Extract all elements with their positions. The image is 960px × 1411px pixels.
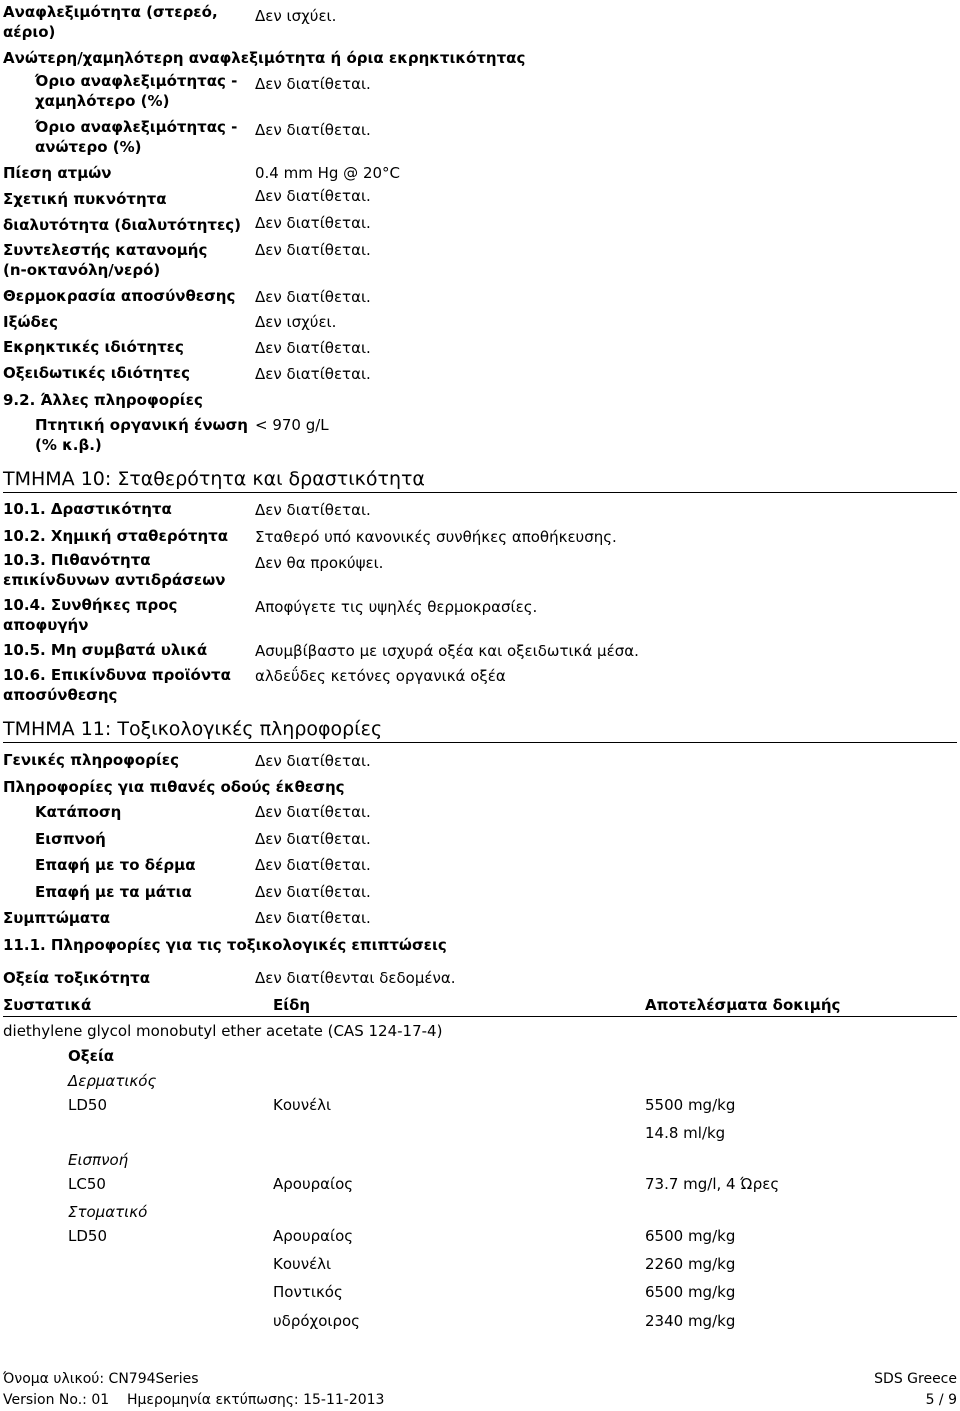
oral-species: υδρόχοιρος <box>273 1312 360 1330</box>
inhalation-route: Εισπνοή <box>68 1151 129 1169</box>
eye-contact-label: Επαφή με τα μάτια <box>35 883 192 901</box>
oral-result: 2340 mg/kg <box>645 1312 736 1330</box>
section-11-rule <box>3 742 957 743</box>
footer-sds-region: SDS Greece <box>874 1371 957 1387</box>
oral-route: Στοματικό <box>68 1203 148 1221</box>
reactivity-label: 10.1. Δραστικότητα <box>3 500 172 518</box>
dermal-test: LD50 <box>68 1096 107 1114</box>
relative-density-value: Δεν διατίθεται. <box>255 187 371 205</box>
flammability-limits-heading: Ανώτερη/χαμηλότερη αναφλεξιμότητα ή όρια εκρηκτικότητας <box>3 49 526 67</box>
chemical-stability-label: 10.2. Χημική σταθερότητα <box>3 527 228 545</box>
acute-category: Οξεία <box>68 1047 115 1065</box>
symptoms-label: Συμπτώματα <box>3 909 111 927</box>
oxidizing-properties-value: Δεν διατίθεται. <box>255 365 371 383</box>
relative-density-label: Σχετική πυκνότητα <box>3 190 167 208</box>
eye-contact-value: Δεν διατίθεται. <box>255 883 371 901</box>
oral-result: 6500 mg/kg <box>645 1227 736 1245</box>
general-information-label: Γενικές πληροφορίες <box>3 751 180 769</box>
oral-species: Αρουραίος <box>273 1227 354 1245</box>
partition-coefficient-label-line2: (n-οκτανόλη/νερό) <box>3 261 161 279</box>
dermal-species: Κουνέλι <box>273 1096 332 1114</box>
toxicological-effects-heading: 11.1. Πληροφορίες για τις τοξικολογικές επιπτώσεις <box>3 936 447 954</box>
oral-test: LD50 <box>68 1227 107 1245</box>
other-information-heading: 9.2. Άλλες πληροφορίες <box>3 391 203 409</box>
skin-contact-label: Επαφή με το δέρμα <box>35 856 196 874</box>
ingestion-value: Δεν διατίθεται. <box>255 803 371 821</box>
dermal-result-alt: 14.8 ml/kg <box>645 1124 726 1142</box>
oral-result: 6500 mg/kg <box>645 1283 736 1301</box>
footer-print-date: Ημερομηνία εκτύπωσης: 15-11-2013 <box>127 1392 385 1408</box>
hazardous-reactions-label-line2: επικίνδυνων αντιδράσεων <box>3 571 226 589</box>
inhalation-result: 73.7 mg/l, 4 Ώρες <box>645 1175 780 1193</box>
oxidizing-properties-label: Οξειδωτικές ιδιότητες <box>3 364 191 382</box>
incompatible-materials-label: 10.5. Μη συμβατά υλικά <box>3 641 208 659</box>
lower-limit-label: Όριο αναφλεξιμότητας - <box>35 72 238 90</box>
decomposition-products-value: αλδεΰδες κετόνες οργανικά οξέα <box>255 667 506 685</box>
section-11-title: ΤΜΗΜΑ 11: Τοξικολογικές πληροφορίες <box>3 718 383 740</box>
decomposition-products-label: 10.6. Επικίνδυνα προϊόντα <box>3 666 231 684</box>
chemical-stability-value: Σταθερό υπό κανονικές συνθήκες αποθήκευσης. <box>255 528 617 546</box>
decomposition-temp-value: Δεν διατίθεται. <box>255 288 371 306</box>
flammability-label-line2: αέριο) <box>3 23 56 41</box>
table-header-rule <box>3 1016 957 1017</box>
general-information-value: Δεν διατίθεται. <box>255 752 371 770</box>
reactivity-value: Δεν διατίθεται. <box>255 501 371 519</box>
exposure-routes-heading: Πληροφορίες για πιθανές οδούς έκθεσης <box>3 778 345 796</box>
dermal-result: 5500 mg/kg <box>645 1096 736 1114</box>
viscosity-label: Ιξώδες <box>3 313 59 331</box>
section-10-rule <box>3 492 957 493</box>
footer-material-name: Όνομα υλικού: CN794Series <box>3 1371 199 1387</box>
decomposition-products-label-line2: αποσύνθεσης <box>3 686 118 704</box>
solubility-value: Δεν διατίθεται. <box>255 214 371 232</box>
footer-version: Version No.: 01 <box>3 1392 110 1408</box>
upper-limit-label: Όριο αναφλεξιμότητας - <box>35 118 238 136</box>
explosive-properties-label: Εκρηκτικές ιδιότητες <box>3 338 184 356</box>
hazardous-reactions-label: 10.3. Πιθανότητα <box>3 551 151 569</box>
footer-page-number: 5 / 9 <box>925 1392 957 1408</box>
hazardous-reactions-value: Δεν θα προκύψει. <box>255 554 384 572</box>
table-header-components: Συστατικά <box>3 996 92 1014</box>
section-10-title: ΤΜΗΜΑ 10: Σταθερότητα και δραστικότητα <box>3 468 425 490</box>
acute-toxicity-label: Οξεία τοξικότητα <box>3 969 151 987</box>
partition-coefficient-label: Συντελεστής κατανομής <box>3 241 208 259</box>
upper-limit-value: Δεν διατίθεται. <box>255 121 371 139</box>
oral-species: Ποντικός <box>273 1283 343 1301</box>
upper-limit-label-line2: ανώτερο (%) <box>35 138 142 156</box>
conditions-to-avoid-label-line2: αποφυγήν <box>3 616 89 634</box>
voc-label-line2: (% κ.β.) <box>35 436 102 454</box>
inhalation-test: LC50 <box>68 1175 106 1193</box>
inhalation-value: Δεν διατίθεται. <box>255 830 371 848</box>
lower-limit-label-line2: χαμηλότερο (%) <box>35 92 170 110</box>
conditions-to-avoid-label: 10.4. Συνθήκες προς <box>3 596 178 614</box>
lower-limit-value: Δεν διατίθεται. <box>255 75 371 93</box>
voc-label: Πτητική οργανική ένωση <box>35 416 248 434</box>
incompatible-materials-value: Ασυμβίβαστο με ισχυρά οξέα και οξειδωτικά μέσα. <box>255 642 639 660</box>
symptoms-value: Δεν διατίθεται. <box>255 909 371 927</box>
conditions-to-avoid-value: Αποφύγετε τις υψηλές θερμοκρασίες. <box>255 598 538 616</box>
skin-contact-value: Δεν διατίθεται. <box>255 856 371 874</box>
flammability-value: Δεν ισχύει. <box>255 7 337 25</box>
voc-value: < 970 g/L <box>255 416 329 434</box>
inhalation-species: Αρουραίος <box>273 1175 354 1193</box>
flammability-label: Αναφλεξιμότητα (στερεό, <box>3 3 218 21</box>
oral-result: 2260 mg/kg <box>645 1255 736 1273</box>
oral-species: Κουνέλι <box>273 1255 332 1273</box>
vapor-pressure-label: Πίεση ατμών <box>3 164 112 182</box>
dermal-route: Δερματικός <box>68 1072 157 1090</box>
solubility-label: διαλυτότητα (διαλυτότητες) <box>3 216 242 234</box>
table-header-results: Αποτελέσματα δοκιμής <box>645 996 841 1014</box>
partition-coefficient-value: Δεν διατίθεται. <box>255 241 371 259</box>
explosive-properties-value: Δεν διατίθεται. <box>255 339 371 357</box>
vapor-pressure-value: 0.4 mm Hg @ 20°C <box>255 164 401 182</box>
ingestion-label: Κατάποση <box>35 803 122 821</box>
inhalation-label: Εισπνοή <box>35 830 106 848</box>
viscosity-value: Δεν ισχύει. <box>255 313 337 331</box>
table-header-species: Είδη <box>273 996 311 1014</box>
decomposition-temp-label: Θερμοκρασία αποσύνθεσης <box>3 287 236 305</box>
substance-name: diethylene glycol monobutyl ether acetate (CAS 124-17-4) <box>3 1022 443 1040</box>
acute-toxicity-value: Δεν διατίθενται δεδομένα. <box>255 969 456 987</box>
